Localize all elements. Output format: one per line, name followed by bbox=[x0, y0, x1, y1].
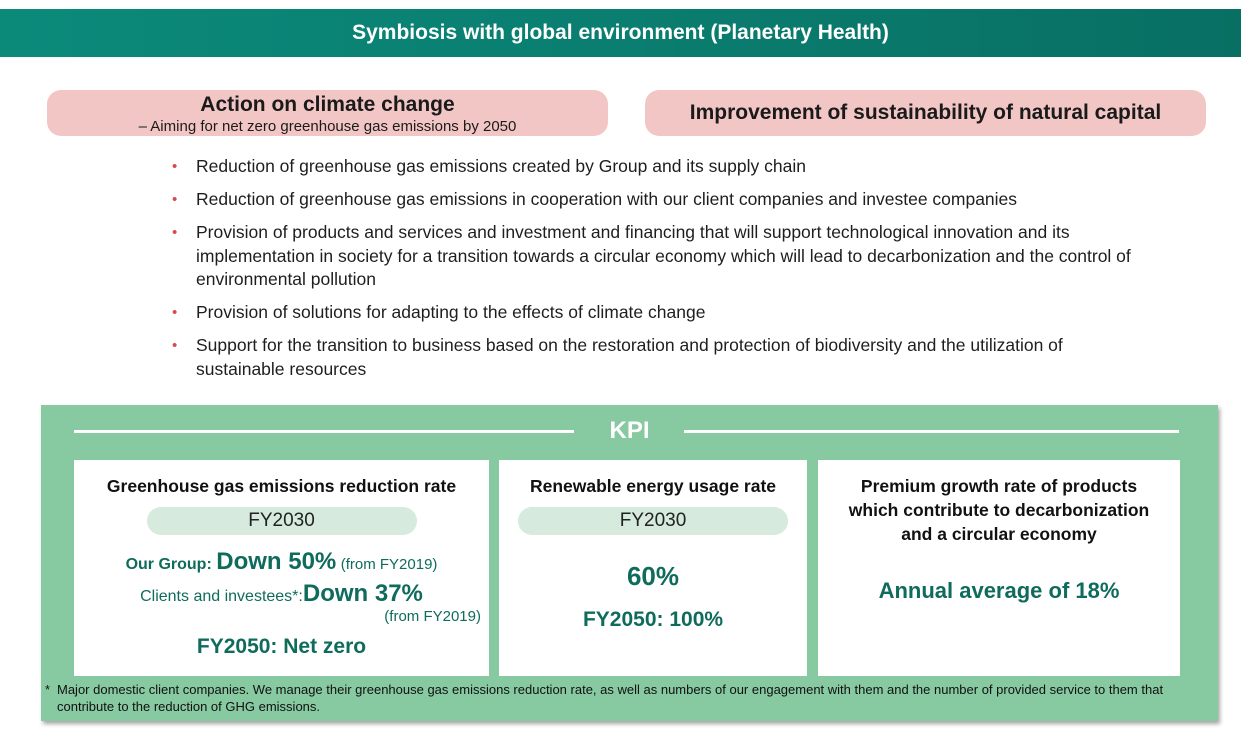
footnote bbox=[45, 681, 1211, 715]
list-item bbox=[172, 334, 1076, 381]
list-item-text: Reduction of greenhouse gas emissions created by Group and its supply chain bbox=[196, 156, 806, 176]
kpi-panel bbox=[41, 405, 1218, 721]
bullet-marker: • bbox=[172, 191, 178, 208]
clients-label: Clients and investees*: bbox=[140, 588, 303, 605]
list-item-text: Provision of products and services and investment and financing that will support technological innovation and its implementation in society for a transition towards a circular economy which will lead to decarbonization and the control of environmental pollution bbox=[196, 222, 1131, 289]
footnote-marker: * bbox=[45, 682, 51, 697]
list-item bbox=[172, 301, 1132, 325]
pillar-natural-capital bbox=[645, 90, 1206, 136]
long-term-target: FY2050: 100% bbox=[582, 608, 724, 631]
group-note: (from FY2019) bbox=[340, 556, 438, 573]
long-term-target: FY2050: Net zero bbox=[196, 635, 367, 658]
kpi-group-line bbox=[74, 548, 489, 576]
bullet-marker: • bbox=[172, 224, 178, 241]
kpi-value: Annual average of 18% bbox=[878, 578, 1120, 603]
kpi-card-renewable-energy bbox=[499, 460, 807, 676]
bullet-marker: • bbox=[172, 337, 178, 354]
group-label: Our Group: bbox=[125, 556, 212, 573]
clients-note: (from FY2019) bbox=[384, 608, 481, 625]
period-pill: FY2030 bbox=[147, 507, 417, 535]
kpi-clients-line bbox=[74, 580, 489, 608]
pillar-climate-title: Action on climate change bbox=[200, 93, 455, 116]
list-item bbox=[172, 155, 1132, 179]
list-item-text: Reduction of greenhouse gas emissions in cooperation with our client companies and investee companies bbox=[196, 189, 1018, 209]
bullet-marker: • bbox=[172, 158, 178, 175]
pillar-climate-subtitle: – Aiming for net zero greenhouse gas emissions by 2050 bbox=[138, 118, 517, 135]
list-item-text: Provision of solutions for adapting to the effects of climate change bbox=[196, 302, 706, 322]
kpi-card-premium-growth bbox=[818, 460, 1180, 676]
kpi-card-title: Greenhouse gas emissions reduction rate bbox=[106, 476, 457, 496]
kpi-card-title: Premium growth rate of products which contribute to decarbonization and a circular economy bbox=[848, 476, 1150, 544]
kpi-card-ghg-reduction bbox=[74, 460, 489, 676]
list-item bbox=[172, 221, 1131, 292]
bullet-marker: • bbox=[172, 304, 178, 321]
pillar-natural-capital-title: Improvement of sustainability of natural capital bbox=[689, 101, 1162, 124]
kpi-card-title: Renewable energy usage rate bbox=[529, 476, 777, 496]
list-item bbox=[172, 188, 1132, 212]
initiatives-list bbox=[172, 155, 1132, 391]
kpi-title: KPI bbox=[609, 417, 650, 444]
clients-value: Down 37% bbox=[302, 580, 423, 607]
list-item-text: Support for the transition to business based on the restoration and protection of biodiversity and the utilization of sustainable resources bbox=[196, 335, 1063, 379]
page-banner bbox=[0, 9, 1241, 57]
page-title: Symbiosis with global environment (Planetary Health) bbox=[352, 21, 889, 44]
group-value: Down 50% bbox=[216, 548, 337, 575]
footnote-text: Major domestic client companies. We manage their greenhouse gas emissions reduction rate, as well as numbers of our engagement with them and the number of provided service to them that contribute to the reduction of GHG emissions. bbox=[57, 682, 1164, 714]
period-pill: FY2030 bbox=[518, 507, 788, 535]
pillar-climate-change bbox=[47, 90, 608, 136]
kpi-value: 60% bbox=[626, 561, 680, 591]
